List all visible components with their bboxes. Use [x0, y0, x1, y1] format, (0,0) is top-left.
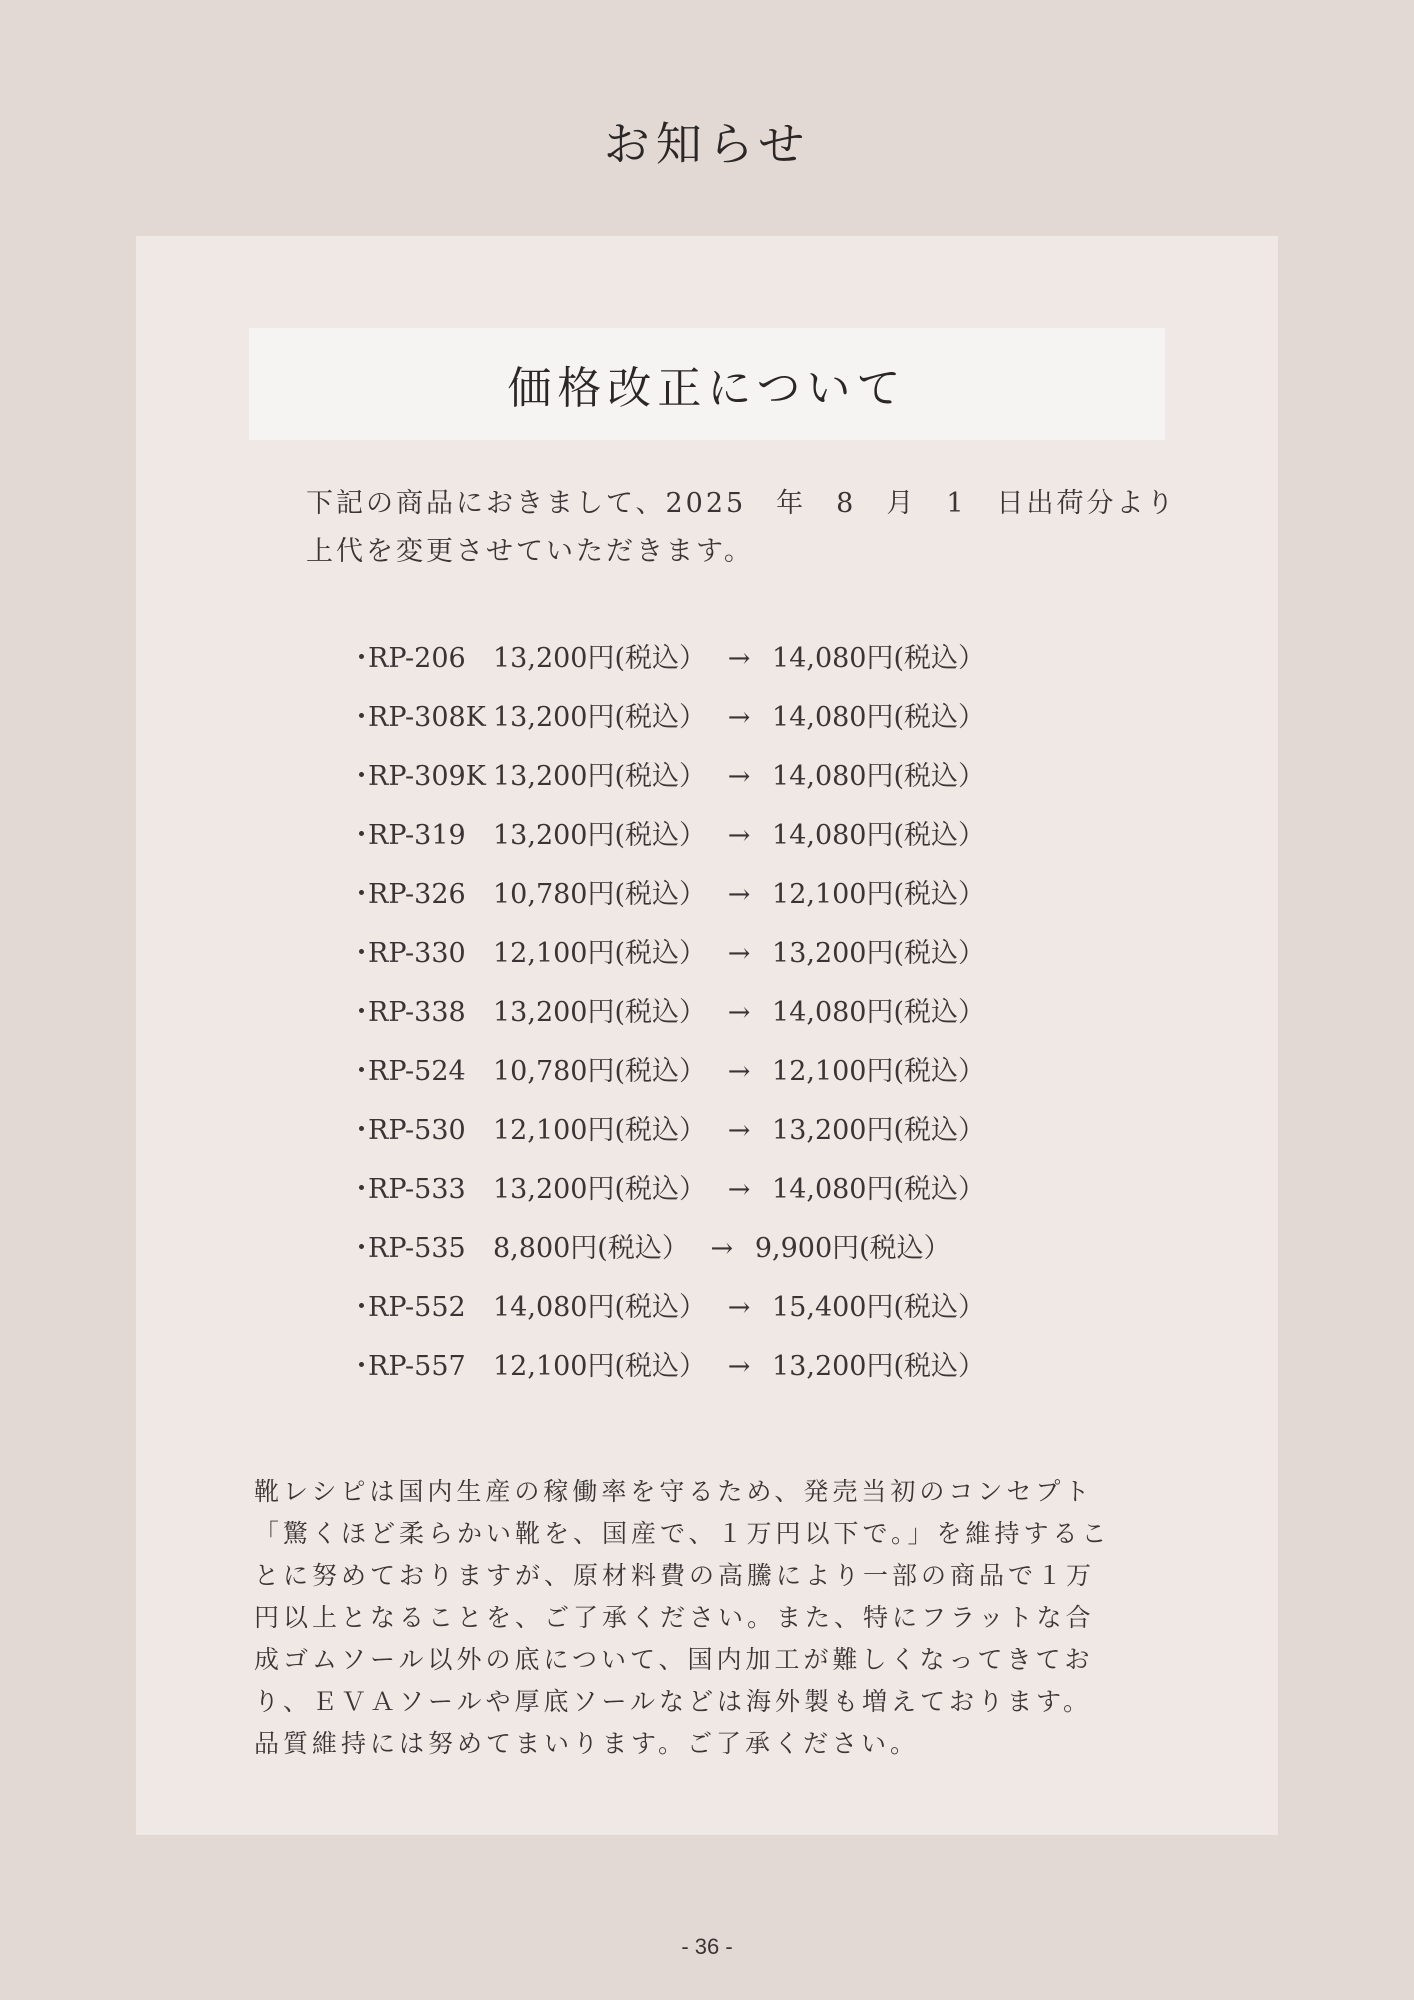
price-item	[348, 924, 985, 983]
old-price: 12,100円(税込）	[493, 938, 707, 969]
closing-text	[254, 1471, 1174, 1765]
page-number: - 36 -	[681, 1934, 733, 1959]
bullet-mark: ・	[348, 1351, 375, 1382]
arrow-mark: →	[727, 1115, 751, 1146]
new-price: 9,900円(税込）	[754, 1233, 951, 1264]
old-price: 10,780円(税込）	[493, 879, 707, 910]
product-code: RP-330	[368, 938, 466, 969]
price-item	[348, 1337, 985, 1396]
bullet-mark: ・	[348, 879, 375, 910]
new-price: 14,080円(税込）	[772, 702, 986, 733]
old-price: 13,200円(税込）	[493, 1174, 707, 1205]
bullet-mark: ・	[348, 1292, 375, 1323]
new-price: 14,080円(税込）	[772, 820, 986, 851]
old-price: 8,800円(税込）	[493, 1233, 689, 1264]
closing-line: とに努めておりますが、原材料費の高騰により一部の商品で１万	[254, 1561, 1096, 1590]
price-item	[348, 983, 985, 1042]
intro-line: 下記の商品におきまして、2025 年 8 月 1 日出荷分より	[306, 488, 1177, 519]
intro-line: 上代を変更させていただきます。	[306, 536, 754, 567]
product-code: RP-533	[368, 1174, 466, 1205]
new-price: 14,080円(税込）	[772, 643, 986, 674]
product-code: RP-206	[368, 643, 466, 674]
notice-title: 価格改正について	[507, 363, 907, 414]
old-price: 13,200円(税込）	[493, 761, 707, 792]
bullet-mark: ・	[348, 997, 375, 1028]
closing-line: 円以上となることを、ご了承ください。また、特にフラットな合	[254, 1603, 1095, 1632]
old-price: 13,200円(税込）	[493, 997, 707, 1028]
new-price: 14,080円(税込）	[772, 761, 986, 792]
product-code: RP-319	[368, 820, 466, 851]
arrow-mark: →	[727, 1174, 751, 1205]
bullet-mark: ・	[348, 938, 375, 969]
price-item	[348, 1101, 985, 1160]
old-price: 13,200円(税込）	[493, 820, 707, 851]
closing-line: 成ゴムソール以外の底について、国内加工が難しくなってきてお	[254, 1645, 1094, 1674]
bullet-mark: ・	[348, 1115, 375, 1146]
arrow-mark: →	[727, 820, 751, 851]
bullet-mark: ・	[348, 1174, 375, 1205]
price-item	[348, 1219, 985, 1278]
price-item	[348, 806, 985, 865]
arrow-mark: →	[727, 761, 751, 792]
closing-line: 靴レシピは国内生産の稼働率を守るため、発売当初のコンセプト	[254, 1477, 1094, 1506]
closing-line: 品質維持には努めてまいります。ご了承ください。	[254, 1729, 920, 1758]
price-item	[348, 629, 985, 688]
new-price: 13,200円(税込）	[772, 938, 986, 969]
price-item	[348, 688, 985, 747]
old-price: 12,100円(税込）	[493, 1115, 707, 1146]
product-code: RP-524	[368, 1056, 466, 1087]
bullet-mark: ・	[348, 1233, 375, 1264]
bullet-mark: ・	[348, 702, 375, 733]
product-code: RP-535	[368, 1233, 466, 1264]
price-item	[348, 1278, 985, 1337]
product-code: RP-557	[368, 1351, 466, 1382]
price-item	[348, 1042, 985, 1101]
arrow-mark: →	[727, 879, 751, 910]
arrow-mark: →	[727, 938, 751, 969]
product-code: RP-552	[368, 1292, 466, 1323]
arrow-mark: →	[710, 1233, 734, 1264]
product-code: RP-309K	[368, 761, 486, 792]
old-price: 13,200円(税込）	[493, 702, 707, 733]
notice-panel	[136, 236, 1278, 1835]
new-price: 14,080円(税込）	[772, 997, 986, 1028]
product-code: RP-326	[368, 879, 466, 910]
price-item	[348, 747, 985, 806]
new-price: 12,100円(税込）	[772, 1056, 986, 1087]
old-price: 10,780円(税込）	[493, 1056, 707, 1087]
new-price: 12,100円(税込）	[772, 879, 986, 910]
old-price: 13,200円(税込）	[493, 643, 707, 674]
new-price: 15,400円(税込）	[772, 1292, 986, 1323]
bullet-mark: ・	[348, 761, 375, 792]
intro-text	[306, 480, 1246, 576]
bullet-mark: ・	[348, 820, 375, 851]
product-code: RP-338	[368, 997, 466, 1028]
product-code: RP-530	[368, 1115, 466, 1146]
arrow-mark: →	[727, 1056, 751, 1087]
arrow-mark: →	[727, 643, 751, 674]
page-heading: お知らせ	[603, 117, 811, 171]
closing-line: り、ＥＶＡソールや厚底ソールなどは海外製も増えております。	[254, 1687, 1093, 1716]
old-price: 12,100円(税込）	[493, 1351, 707, 1382]
arrow-mark: →	[727, 702, 751, 733]
product-code: RP-308K	[368, 702, 486, 733]
price-item	[348, 865, 985, 924]
arrow-mark: →	[727, 1292, 751, 1323]
old-price: 14,080円(税込）	[493, 1292, 707, 1323]
notice-title-box	[249, 328, 1165, 440]
price-list	[348, 629, 985, 1396]
new-price: 13,200円(税込）	[772, 1351, 986, 1382]
new-price: 13,200円(税込）	[772, 1115, 986, 1146]
arrow-mark: →	[727, 997, 751, 1028]
arrow-mark: →	[727, 1351, 751, 1382]
new-price: 14,080円(税込）	[772, 1174, 986, 1205]
closing-line: 「驚くほど柔らかい靴を、国産で、１万円以下で。」を維持するこ	[254, 1519, 1111, 1548]
bullet-mark: ・	[348, 643, 375, 674]
bullet-mark: ・	[348, 1056, 375, 1087]
price-item	[348, 1160, 985, 1219]
